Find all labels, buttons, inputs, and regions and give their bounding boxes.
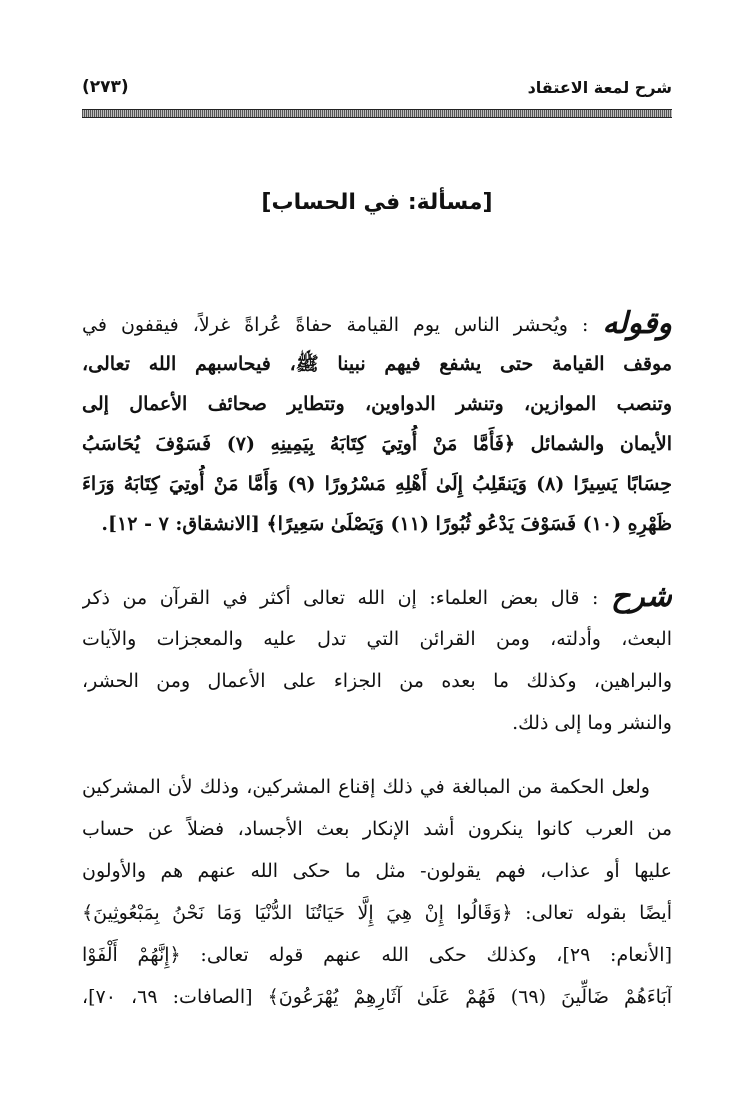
text-line-13: عليها أو عذاب، فهم يقولون- مثل ما حكى الله عنهم هم والأولون — [82, 860, 672, 882]
text-line-1 — [82, 305, 672, 343]
text-line-15: [الأنعام: ٢٩]، وكذلك حكى الله عنهم قوله تعالى: ﴿إِنَّهُمْ أَلْفَوْا — [82, 944, 672, 966]
text-line-6: ظَهْرِهِ (١٠) فَسَوْفَ يَدْعُو ثُبُورًا (١١) وَيَصْلَىٰ سَعِيرًا﴾ [الانشقاق: ٧ - ١٢]. — [101, 513, 672, 535]
text-line-12: من العرب كانوا ينكرون أشد الإنكار بعث الأجساد، فضلاً عن حساب — [82, 818, 672, 840]
lead-word-qawluhu: وقوله — [602, 306, 672, 341]
line-text: : ويُحشر الناس يوم القيامة حفاةً عُراةً غرلاً، فيقفون في — [82, 314, 589, 336]
text-line-7 — [82, 578, 672, 616]
text-line-9: والبراهين، وكذلك ما بعده من الجزاء على الأعمال ومن الحشر، — [82, 670, 672, 692]
text-line-3: وتنصب الموازين، وتنشر الدواوين، وتتطاير صحائف الأعمال إلى — [82, 393, 672, 415]
page-number: (٢٧٣) — [82, 77, 129, 97]
text-line-11: ولعل الحكمة من المبالغة في ذلك إقناع المشركين، وذلك لأن المشركين — [82, 776, 650, 798]
text-line-8: البعث، وأدلته، ومن القرائن التي تدل عليه والمعجزات والآيات — [82, 628, 672, 650]
book-title: شرح لمعة الاعتقاد — [527, 77, 672, 97]
line-text: : قال بعض العلماء: إن الله تعالى أكثر في القرآن من ذكر — [82, 587, 599, 609]
section-heading: [مسألة: في الحساب] — [261, 190, 493, 215]
text-line-14: أيضًا بقوله تعالى: ﴿وَقَالُوا إِنْ هِيَ إِلَّا حَيَاتُنَا الدُّنْيَا وَمَا نَحْنُ بِمَبْعُوثِينَ﴾ — [82, 902, 672, 924]
text-line-10: والنشر وما إلى ذلك. — [512, 712, 672, 734]
text-line-4: الأيمان والشمائل ﴿فَأَمَّا مَنْ أُوتِيَ كِتَابَهُ بِيَمِينِهِ (٧) فَسَوْفَ يُحَاسَبُ — [82, 433, 672, 455]
text-line-5: حِسَابًا يَسِيرًا (٨) وَيَنقَلِبُ إِلَىٰ أَهْلِهِ مَسْرُورًا (٩) وَأَمَّا مَنْ أُوتِيَ كِتَابَهُ وَرَاءَ — [82, 473, 672, 495]
header-rule — [82, 109, 672, 118]
lead-word-sharh: شرح — [610, 579, 672, 614]
text-line-2: موقف القيامة حتى يشفع فيهم نبينا ﷺ، فيحاسبهم الله تعالى، — [82, 353, 672, 375]
running-header — [82, 72, 672, 102]
text-line-16: آبَاءَهُمْ ضَالِّينَ (٦٩) فَهُمْ عَلَىٰ آثَارِهِمْ يُهْرَعُونَ﴾ [الصافات: ٦٩، ٧٠]، — [82, 986, 672, 1008]
